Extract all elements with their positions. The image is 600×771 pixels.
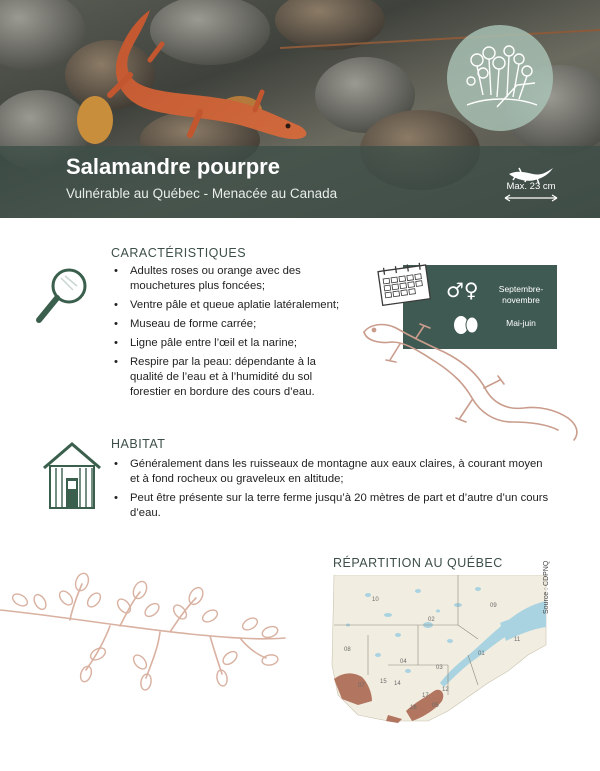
salamander-drawing [360, 318, 585, 458]
habitat-heading: HABITAT [111, 437, 166, 451]
svg-text:05: 05 [432, 703, 439, 709]
list-item: • Ventre pâle et queue aplatie latéralement; [112, 298, 348, 313]
svg-text:14: 14 [394, 681, 401, 687]
map-heading: RÉPARTITION AU QUÉBEC [333, 556, 503, 570]
list-item: • Généralement dans les ruisseaux de montagne aux eaux claires, à courant moyen et à fond rocheux ou graveleux en altitude; [112, 457, 552, 487]
egg-period: Mai-juin [506, 318, 536, 328]
svg-text:16: 16 [410, 705, 417, 711]
characteristics-list [112, 264, 348, 404]
svg-text:07: 07 [358, 683, 365, 689]
svg-text:08: 08 [344, 647, 351, 653]
habitat-list [112, 457, 552, 525]
svg-text:01: 01 [478, 651, 485, 657]
mating-period: Septembre-novembre [498, 284, 544, 305]
svg-text:09: 09 [490, 603, 497, 609]
calendar-icon [376, 262, 434, 306]
hero-photo [0, 0, 600, 218]
quebec-distribution-map [328, 575, 554, 725]
forest-plants-icon [447, 25, 553, 131]
cabin-icon [40, 438, 104, 512]
svg-text:03: 03 [436, 665, 443, 671]
svg-text:12: 12 [442, 687, 449, 693]
map-source-label: Source : CDPNQ [543, 560, 550, 614]
max-size-label: Max. 23 cm [506, 181, 556, 192]
species-title: Salamandre pourpre [66, 154, 280, 179]
habitat-badge-circle [447, 25, 553, 131]
list-item: • Ligne pâle entre l’œil et la narine; [112, 336, 348, 351]
list-item: • Adultes roses ou orange avec des mouchetures plus foncées; [112, 264, 348, 294]
svg-text:11: 11 [514, 637, 521, 643]
male-female-icon: ♂♀ [446, 278, 479, 302]
svg-text:17: 17 [422, 693, 429, 699]
status-subtitle: Vulnérable au Québec - Menacée au Canada [66, 186, 338, 201]
list-item: • Respire par la peau: dépendante à la qualité de l’eau et à l’humidité du sol forestier en bordure des cours d’eau. [112, 355, 348, 400]
magnifying-glass-icon [33, 264, 93, 326]
svg-text:02: 02 [428, 617, 435, 623]
map-image [328, 575, 554, 725]
list-item: • Museau de forme carrée; [112, 317, 348, 332]
svg-text:04: 04 [400, 659, 407, 665]
svg-text:10: 10 [372, 597, 379, 603]
plant-branch-illustration [0, 570, 300, 700]
svg-text:15: 15 [380, 679, 387, 685]
characteristics-heading: CARACTÉRISTIQUES [111, 246, 247, 260]
list-item: • Peut être présente sur la terre ferme jusqu’à 20 mètres de part et d’autre d’un cours d’eau. [112, 491, 552, 521]
